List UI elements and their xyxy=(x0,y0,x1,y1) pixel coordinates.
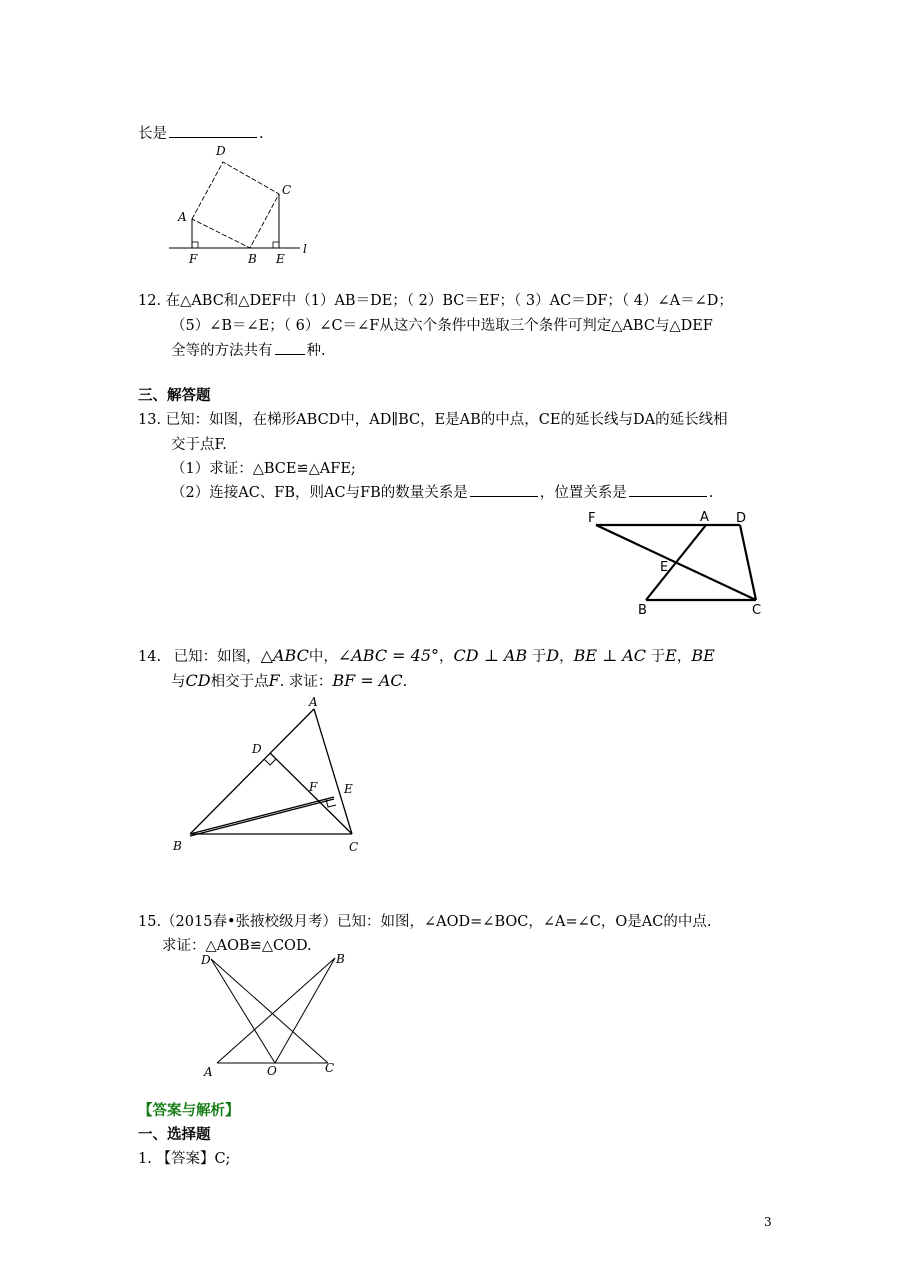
q13-line4-text-b: ，位置关系是 xyxy=(539,485,627,501)
q12-line2: （5）∠B＝∠E；（ 6）∠C＝∠F从这六个条件中选取三个条件可判定△ABC与△DEF xyxy=(171,318,713,334)
q14-line2-math-1: CD xyxy=(185,671,211,690)
q15-line1: 15.（2015春•张掖校级月考）已知：如图，∠AOD=∠BOC，∠A=∠C，O是AC的中点. xyxy=(138,914,712,930)
q14-text-3: ， xyxy=(439,649,454,665)
q11-label-e: E xyxy=(276,252,285,266)
answers-heading: 【答案与解析】 xyxy=(138,1102,240,1119)
q13-line4-end: . xyxy=(708,485,714,501)
q14-line2-end: . xyxy=(402,674,408,690)
q13-label-b: B xyxy=(638,603,647,618)
q13-label-c: C xyxy=(752,603,762,618)
q11-tail-end: . xyxy=(259,126,264,142)
q14-math-7: BE xyxy=(691,646,715,665)
q14-label-d: D xyxy=(252,742,262,756)
q15-label-d: D xyxy=(201,953,211,967)
q14-label-f: F xyxy=(309,780,318,794)
q14-line2-math-3: BF = AC xyxy=(332,671,403,690)
q12-line3 xyxy=(171,339,326,360)
q14-math-5: BE ⊥ AC xyxy=(573,646,647,665)
q14-line2-text-1: 与 xyxy=(171,674,186,690)
section3-title: 三、解答题 xyxy=(138,387,211,404)
q11-label-b: B xyxy=(248,252,257,266)
q15-label-o: O xyxy=(267,1064,277,1078)
q14-math-3: CD ⊥ AB xyxy=(453,646,528,665)
q12-line3-text: 全等的方法共有 xyxy=(171,343,273,359)
q14-text-5: ， xyxy=(559,649,574,665)
q12-line3-end: 种. xyxy=(306,343,326,359)
q14-math-6: E xyxy=(665,646,677,665)
q11-tail-text: 长是 xyxy=(138,126,167,142)
q13-blank-position xyxy=(629,483,707,497)
q12-answer-blank xyxy=(275,341,305,355)
q14-text-2: 中， xyxy=(308,649,338,665)
q13-label-e: E xyxy=(660,560,669,575)
q14-number: 14. xyxy=(138,649,162,665)
q11-answer-blank xyxy=(169,124,257,138)
q14-line2-text-3: . 求证： xyxy=(279,674,333,690)
page-number: 3 xyxy=(764,1215,772,1229)
q13-figure xyxy=(585,505,775,620)
q11-figure xyxy=(165,142,325,267)
q14-text-7: ， xyxy=(676,649,692,665)
q11-tail xyxy=(138,122,264,143)
q14-label-c: C xyxy=(349,840,359,854)
q13-line3: （1）求证：△BCE≌△AFE; xyxy=(171,461,356,477)
q14-line2 xyxy=(171,670,407,691)
q14-label-b: B xyxy=(173,839,182,853)
q14-label-a: A xyxy=(309,695,318,709)
q14-text-1: 已知：如图， xyxy=(173,649,261,665)
q14-line2-math-2: F xyxy=(268,671,280,690)
q14-line2-text-2: 相交于点 xyxy=(210,674,269,690)
q14-text-4: 于 xyxy=(531,649,547,665)
q15-label-a: A xyxy=(204,1065,213,1079)
q13-label-a: A xyxy=(700,510,709,525)
q13-line4 xyxy=(171,481,713,502)
answer-1: 1. 【答案】C; xyxy=(138,1151,231,1167)
q13-label-d: D xyxy=(736,511,747,526)
q14-line1 xyxy=(138,645,715,666)
q14-math-1: △ABC xyxy=(260,646,309,665)
q14-text-6: 于 xyxy=(650,649,666,665)
q12-line1: 12. 在△ABC和△DEF中（1）AB＝DE；（ 2）BC＝EF；（ 3）AC＝DF；（ 4）∠A＝∠D； xyxy=(138,293,733,309)
q13-line2: 交于点F. xyxy=(171,437,227,453)
q14-math-2: ∠ABC = 45° xyxy=(337,646,440,665)
q13-label-f: F xyxy=(588,511,596,526)
q15-figure xyxy=(195,948,355,1080)
q13-line1: 13. 已知：如图，在梯形ABCD中，AD∥BC，E是AB的中点，CE的延长线与DA的延长线相 xyxy=(138,412,728,428)
q14-label-e: E xyxy=(344,782,353,796)
answers-section1: 一、选择题 xyxy=(138,1126,211,1143)
q14-figure xyxy=(168,693,368,858)
q11-label-f: F xyxy=(189,252,198,266)
q11-label-c: C xyxy=(282,183,292,197)
q11-label-a: A xyxy=(178,210,187,224)
q11-label-l: l xyxy=(303,242,307,256)
q15-line2: 求证：△AOB≌△COD. xyxy=(162,938,312,954)
q14-math-4: D xyxy=(546,646,560,665)
q15-label-c: C xyxy=(325,1061,335,1075)
q15-label-b: B xyxy=(336,952,345,966)
q13-line4-text-a: （2）连接AC、FB，则AC与FB的数量关系是 xyxy=(171,485,468,501)
q11-label-d: D xyxy=(216,144,226,158)
q13-blank-quantity xyxy=(470,483,538,497)
